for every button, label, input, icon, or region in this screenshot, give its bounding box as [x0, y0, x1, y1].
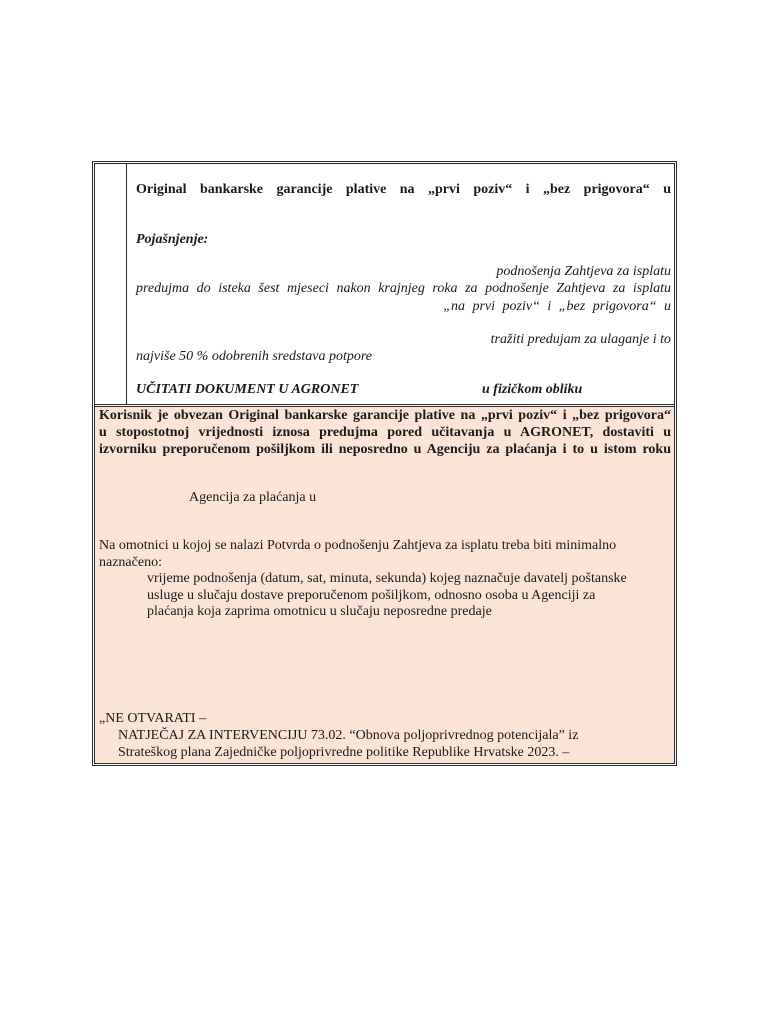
do-not-open-label: „NE OTVARATI – [99, 711, 207, 726]
upload-label: UČITATI DOKUMENT U AGRONET [136, 382, 359, 397]
guarantee-heading: Original bankarske garancije plative na „prvi poziv“ i „bez prigovora“ u [136, 182, 671, 197]
explanation-line-5: najviše 50 % odobrenih sredstava potpore [136, 349, 373, 364]
agency-text: Agencija za plaćanja u [189, 490, 317, 505]
top-cell [95, 164, 674, 404]
shaded-cell [95, 407, 674, 763]
bullet-line-2: usluge u slučaju dostave preporučenom pošiljkom, odnosno osoba u Agenciji za [147, 588, 596, 603]
bullet-line-1: vrijeme podnošenja (datum, sat, minuta, sekunda) kojeg naznačuje davatelj poštanske [147, 571, 627, 586]
envelope-line-2: naznačeno: [99, 555, 162, 570]
explanation-line-4: tražiti predujam za ulaganje i to [490, 332, 671, 347]
explanation-line-1: podnošenja Zahtjeva za isplatu [496, 264, 671, 279]
obligation-line-2: u stopostotnoj vrijednosti iznosa predujma pored učitavanja u AGRONET, dostaviti u [99, 425, 671, 440]
bullet-line-3: plaćanja koja zaprima omotnicu u slučaju neposredne predaje [147, 604, 492, 619]
requirements-table [92, 161, 677, 766]
explanation-line-3: „na prvi poziv“ i „bez prigovora“ u [443, 299, 671, 314]
physical-form-label: u fizičkom obliku [482, 382, 583, 397]
left-narrow-column [95, 164, 127, 404]
explanation-line-2: predujma do isteka šest mjeseci nakon krajnjeg roka za podnošenje Zahtjeva za isplatu [136, 281, 671, 296]
tender-line-1: NATJEČAJ ZA INTERVENCIJU 73.02. “Obnova poljoprivrednog potencijala” iz [118, 728, 579, 743]
obligation-line-3: izvorniku preporučenom pošiljkom ili neposredno u Agenciju za plaćanja i to u istom roku [99, 442, 671, 457]
tender-line-2: Strateškog plana Zajedničke poljoprivredne politike Republike Hrvatske 2023. – [118, 745, 570, 760]
obligation-line-1: Korisnik je obvezan Original bankarske garancije plative na „prvi poziv“ i „bez prigovora“ [99, 408, 671, 423]
explanation-label: Pojašnjenje: [136, 232, 209, 247]
envelope-line-1: Na omotnici u kojoj se nalazi Potvrda o podnošenju Zahtjeva za isplatu treba biti minimalno [99, 538, 617, 553]
